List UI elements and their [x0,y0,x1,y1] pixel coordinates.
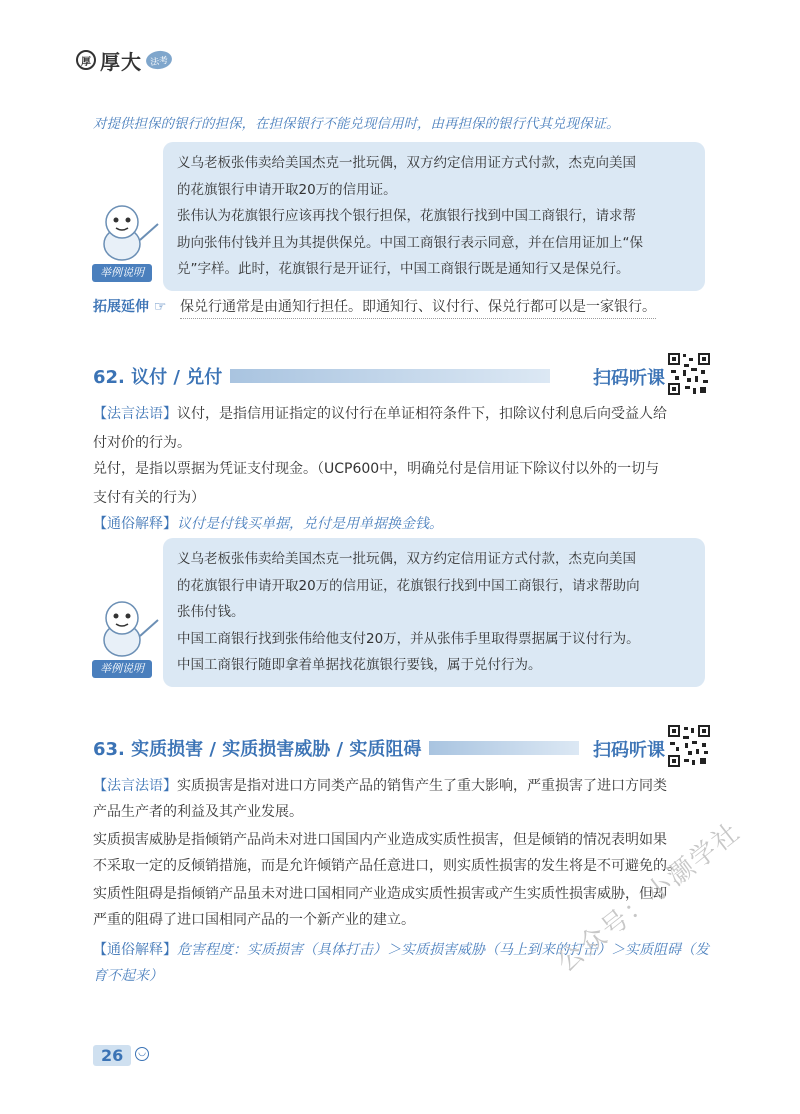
extension-text: 保兑行通常是由通知行担任。即通知行、议付行、保兑行都可以是一家银行。 [180,296,656,319]
example-box [163,538,705,687]
plain-explanation: 【通俗解释】危害程度：实质损害（具体打击）＞实质损害威胁（马上到来的打击）＞实质阻碍（发 [93,942,709,958]
logo-badge: 法考 [145,49,173,70]
example-line: 中国工商银行找到张伟给他支付20万，并从张伟手里取得票据属于议付行为。 [177,630,640,647]
example-line: 义乌老板张伟卖给美国杰克一批玩偶，双方约定信用证方式付款，杰克向美国 [177,551,636,567]
legal-text-line: 【法言法语】议付，是指信用证指定的议付行在单证相符条件下，扣除议付利息后向受益人给 [93,406,667,422]
example-tag: 举例说明 [92,264,152,282]
example-line: 兑”字样。此时，花旗银行是开证行，中国工商银行既是通知行又是保兑行。 [177,261,630,277]
plain-explanation: 【通俗解释】议付是付钱买单据，兑付是用单据换金钱。 [93,516,443,532]
mascot-icon [92,200,162,282]
logo-text: 厚大 [100,49,142,74]
section-title: 63. 实质损害 / 实质损害威胁 / 实质阻碍 [93,739,422,760]
example-line: 的花旗银行申请开取20万的信用证，花旗银行找到中国工商银行，请求帮助向 [177,577,640,594]
qr-code-icon[interactable] [667,352,711,396]
duifu-text-line: 支付有关的行为） [93,490,205,506]
legal-text-line: 不采取一定的反倾销措施，而是允许倾销产品任意进口，则实质性损害的发生将是不可避免的。 [93,858,681,874]
pointing-hand-icon: ☞ [153,299,167,315]
extension-label: 拓展延伸 ☞ [93,299,167,315]
section-bar [230,369,550,383]
example-line: 张伟付钱。 [177,604,245,620]
example-line: 助向张伟付钱并且为其提供保兑。中国工商银行表示同意，并在信用证加上“保 [177,234,643,251]
qr-code-icon[interactable] [667,724,711,768]
section-header [93,364,653,388]
watermark: 公众号：小灏学社 [551,816,747,979]
example-line: 中国工商银行随即拿着单据找花旗银行要钱，属于兑付行为。 [177,657,542,673]
example-line: 义乌老板张伟卖给美国杰克一批玩偶，双方约定信用证方式付款，杰克向美国 [177,155,636,171]
example-box [163,142,705,291]
logo-circle-icon: 厚 [76,50,96,70]
legal-text-line: 实质性阻碍是指倾销产品虽未对进口国相同产业造成实质性损害或产生实质性损害威胁，但却 [93,886,667,902]
legal-text-line: 产品生产者的利益及其产业发展。 [93,804,303,820]
section-bar [429,741,579,755]
scan-label: 扫码听课 [593,740,665,761]
example-tag: 举例说明 [92,660,152,678]
section-title: 62. 议付 / 兑付 [93,367,223,388]
legal-text-line: 【法言法语】实质损害是指对进口方同类产品的销售产生了重大影响，严重损害了进口方同类 [93,778,667,794]
intro-line: 对提供担保的银行的担保，在担保银行不能兑现信用时，由再担保的银行代其兑现保证。 [93,116,620,132]
plain-explanation-cont: 育不起来） [93,968,163,984]
header-logo [76,46,172,74]
example-line: 的花旗银行申请开取20万的信用证。 [177,181,397,198]
legal-text-line: 付对价的行为。 [93,435,191,451]
mascot-icon [92,596,162,678]
page-circle-icon: ◡ [135,1047,149,1061]
duifu-text-line: 兑付，是指以票据为凭证支付现金。（UCP600中，明确兑付是信用证下除议付以外的一切与 [93,461,660,477]
example-line: 张伟认为花旗银行应该再找个银行担保，花旗银行找到中国工商银行，请求帮 [177,208,636,224]
page-number: 26 [93,1045,131,1066]
legal-text-line: 严重的阻碍了进口国相同产品的一个新产业的建立。 [93,912,415,928]
section-header [93,736,653,760]
scan-label: 扫码听课 [593,368,665,389]
legal-text-line: 实质损害威胁是指倾销产品尚未对进口国国内产业造成实质性损害，但是倾销的情况表明如果 [93,832,667,848]
